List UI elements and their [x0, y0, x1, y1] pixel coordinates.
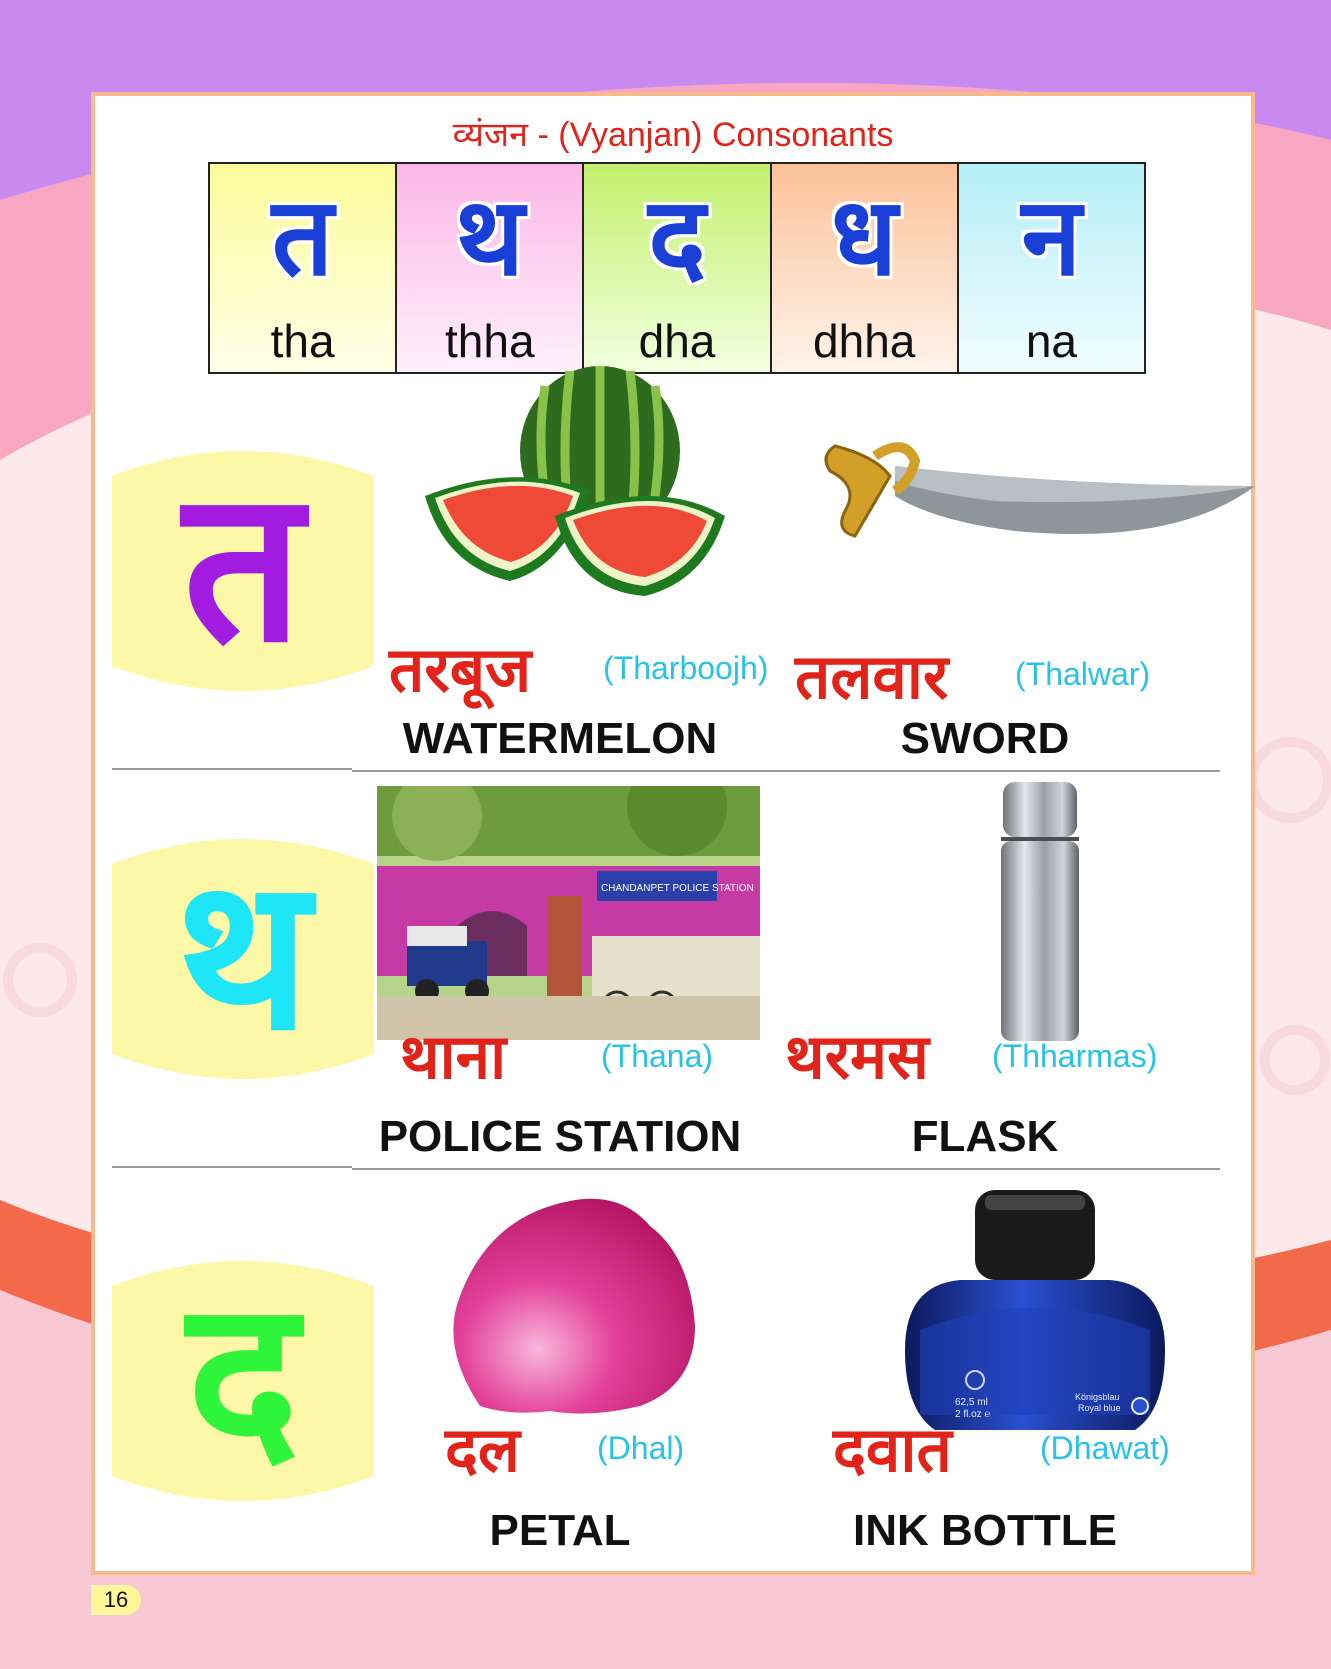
row-letter: त	[183, 444, 303, 689]
page-number: 16	[91, 1585, 141, 1615]
word-hindi: थाना	[400, 1020, 507, 1093]
word-english: INK BOTTLE	[853, 1506, 1117, 1555]
ink-color-en-text: Royal blue	[1078, 1403, 1121, 1413]
word-transliteration: (Dhawat)	[1040, 1430, 1170, 1466]
word-english: FLASK	[911, 1112, 1059, 1161]
consonant-cell	[772, 164, 959, 372]
petal-picture	[440, 1186, 700, 1416]
word-transliteration: (Dhal)	[597, 1430, 685, 1466]
consonant-roman: tha	[270, 315, 335, 367]
word-english: PETAL	[489, 1506, 631, 1555]
ink-bottle-picture	[900, 1190, 1170, 1436]
consonant-roman: dha	[638, 315, 716, 367]
consonant-letter: द	[648, 175, 706, 300]
police-sign-text: CHANDANPET POLICE STATION	[601, 883, 754, 894]
consonant-letter: न	[1021, 175, 1082, 300]
ink-color-de-text: Königsblau	[1075, 1392, 1120, 1402]
word-english: WATERMELON	[402, 714, 718, 763]
word-transliteration: (Thana)	[601, 1038, 714, 1074]
consonant-letter: त	[271, 175, 334, 300]
consonant-letter: ध	[831, 175, 898, 300]
word-hindi: दल	[445, 1413, 520, 1486]
watermelon-picture	[415, 366, 735, 596]
word-hindi: दवात	[833, 1413, 952, 1486]
row-divider	[352, 770, 1220, 772]
sword-picture	[815, 436, 1255, 566]
row-divider	[112, 1166, 352, 1168]
page-heading	[95, 110, 1251, 156]
heading-english: - (Vyanjan) Consonants	[528, 116, 894, 154]
word-hindi: थरमस	[785, 1020, 929, 1093]
consonant-roman: thha	[445, 315, 535, 367]
consonant-letter: थ	[455, 175, 525, 300]
police-station-picture	[377, 786, 760, 1040]
word-transliteration: (Thalwar)	[1015, 656, 1151, 692]
row-letter: थ	[175, 832, 311, 1077]
consonant-roman: na	[1025, 315, 1077, 367]
consonant-table	[208, 162, 1146, 374]
word-english: POLICE STATION	[378, 1112, 742, 1161]
row-divider	[112, 768, 352, 770]
word-hindi: तरबूज	[389, 633, 532, 706]
consonant-cell	[397, 164, 584, 372]
ink-volume-text: 62,5 ml	[955, 1397, 988, 1408]
row-letter: द	[187, 1254, 299, 1499]
consonant-cell	[959, 164, 1144, 372]
word-english: SWORD	[900, 714, 1070, 763]
consonant-roman: dhha	[813, 315, 916, 367]
consonant-cell	[210, 164, 397, 372]
word-transliteration: (Tharboojh)	[603, 650, 769, 686]
word-hindi: तलवार	[795, 640, 949, 713]
flask-picture	[995, 782, 1085, 1042]
ink-volume-oz-text: 2 fl.oz ℮	[955, 1409, 991, 1420]
content-panel	[91, 92, 1255, 1575]
row-divider	[352, 1168, 1220, 1170]
heading-hindi: व्यंजन	[452, 116, 529, 154]
consonant-cell	[584, 164, 771, 372]
word-transliteration: (Thharmas)	[992, 1038, 1158, 1074]
